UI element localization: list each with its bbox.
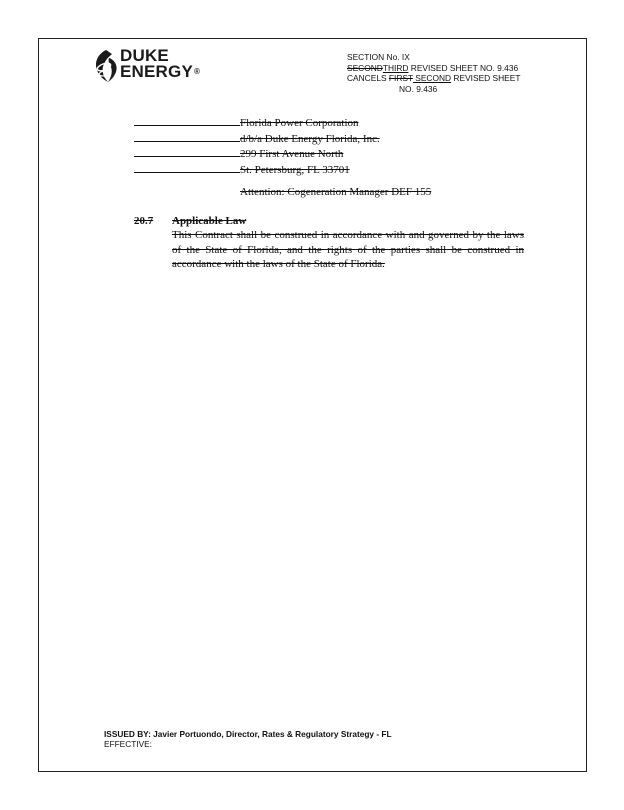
address-company: Florida Power Corporation xyxy=(240,117,359,129)
address-rule xyxy=(134,156,240,157)
duke-energy-logo xyxy=(92,48,212,84)
section-heading xyxy=(134,214,524,228)
sheet-suffix: REVISED SHEET NO. 9.436 xyxy=(408,62,519,73)
attention-line: Attention: Cogeneration Manager DEF 155 xyxy=(240,186,432,198)
sheet-number: NO. 9.436 xyxy=(399,83,438,94)
cancels-suffix: REVISED SHEET xyxy=(451,73,521,84)
address-line xyxy=(134,147,464,163)
effective-label: EFFECTIVE: xyxy=(104,739,152,749)
address-rule xyxy=(134,141,240,142)
cancels-new-revision: SECOND xyxy=(412,73,452,84)
sheet-new-revision: THIRD xyxy=(382,62,409,73)
section-body: This Contract shall be construed in accordance with and governed by the laws of the State of Florida, and the rights of the parties shall be construed in accordance with the laws of the State of Florida. xyxy=(172,229,524,270)
address-dba: d/b/a Duke Energy Florida, Inc. xyxy=(240,132,380,145)
duke-energy-flame-icon xyxy=(92,48,120,84)
cancels-prefix: CANCELS xyxy=(347,73,389,84)
logo-line-2: ENERGY xyxy=(120,62,193,81)
address-rule xyxy=(134,125,240,126)
address-line xyxy=(134,132,464,148)
logo-wordmark xyxy=(120,48,200,80)
address-street: 299 First Avenue North xyxy=(240,148,344,160)
section-number: 20.7 xyxy=(134,215,154,227)
revised-sheet-line xyxy=(347,63,537,74)
address-block xyxy=(134,116,464,178)
issued-by: ISSUED BY: Javier Portuondo, Director, Rates & Regulatory Strategy - FL xyxy=(104,729,392,739)
footer xyxy=(104,729,392,749)
sheet-old-revision: SECOND xyxy=(347,62,383,73)
section-label: SECTION No. IX xyxy=(347,52,410,62)
cancels-old-revision: FIRST xyxy=(388,73,413,84)
address-line xyxy=(134,163,464,179)
section-20-7 xyxy=(134,214,524,272)
address-rule xyxy=(134,172,240,173)
section-title: Applicable Law xyxy=(172,215,247,227)
registered-mark: ® xyxy=(194,67,201,76)
sheet-header xyxy=(347,52,537,94)
address-city: St. Petersburg, FL 33701 xyxy=(240,163,350,176)
cancels-line xyxy=(347,73,537,84)
logo-line-1: DUKE xyxy=(120,46,169,65)
address-line xyxy=(134,116,464,132)
